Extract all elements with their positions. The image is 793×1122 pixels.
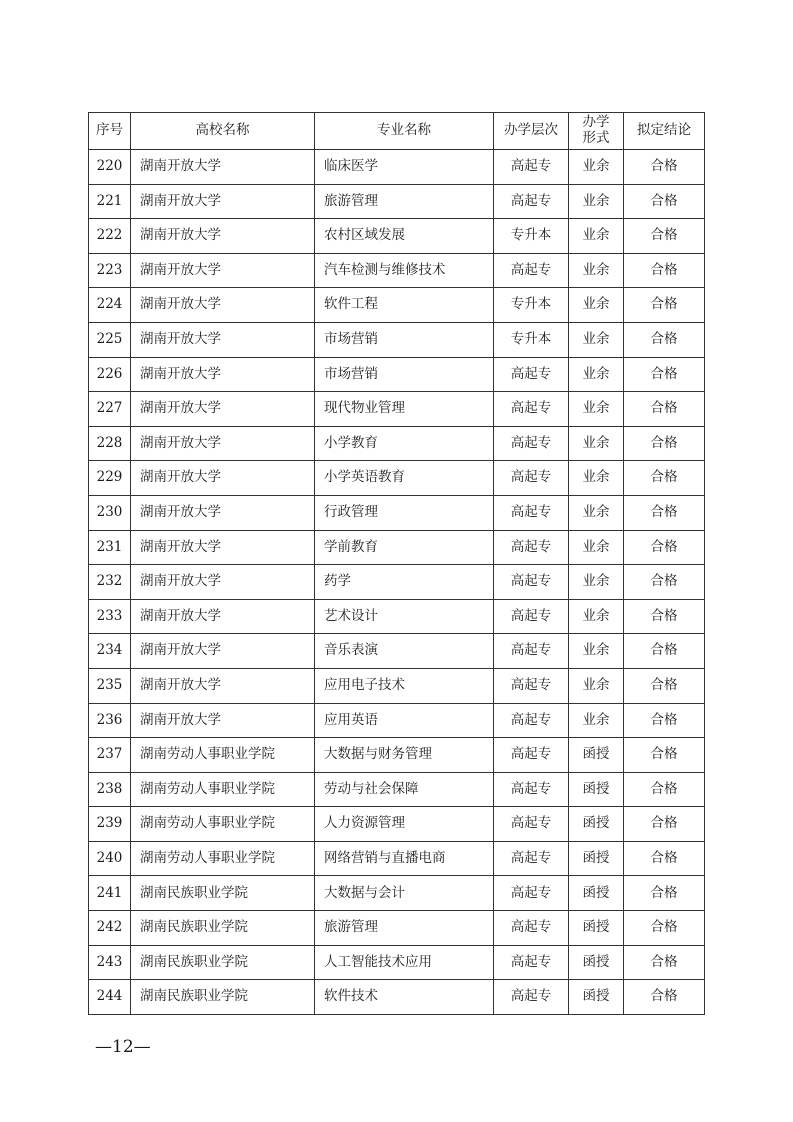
cell-result: 合格	[624, 876, 705, 911]
cell-result: 合格	[624, 495, 705, 530]
cell-result: 合格	[624, 634, 705, 669]
cell-result: 合格	[624, 703, 705, 738]
cell-level: 高起专	[494, 841, 569, 876]
cell-major: 人力资源管理	[315, 807, 494, 842]
cell-seq: 237	[89, 738, 131, 773]
cell-form: 业余	[569, 288, 624, 323]
cell-result: 合格	[624, 530, 705, 565]
table-row	[89, 219, 705, 254]
cell-form: 业余	[569, 703, 624, 738]
cell-seq: 240	[89, 841, 131, 876]
cell-form: 函授	[569, 945, 624, 980]
cell-form: 业余	[569, 219, 624, 254]
cell-school: 湖南开放大学	[131, 599, 315, 634]
cell-form: 业余	[569, 150, 624, 185]
cell-school: 湖南开放大学	[131, 703, 315, 738]
cell-major: 应用电子技术	[315, 668, 494, 703]
table-row	[89, 703, 705, 738]
cell-seq: 235	[89, 668, 131, 703]
cell-result: 合格	[624, 253, 705, 288]
table-row	[89, 807, 705, 842]
cell-major: 市场营销	[315, 322, 494, 357]
cell-form: 函授	[569, 772, 624, 807]
cell-seq: 222	[89, 219, 131, 254]
cell-major: 药学	[315, 565, 494, 600]
cell-result: 合格	[624, 392, 705, 427]
cell-level: 高起专	[494, 634, 569, 669]
cell-major: 现代物业管理	[315, 392, 494, 427]
cell-result: 合格	[624, 807, 705, 842]
cell-result: 合格	[624, 772, 705, 807]
table-row	[89, 357, 705, 392]
cell-form: 函授	[569, 738, 624, 773]
cell-level: 高起专	[494, 703, 569, 738]
table-row	[89, 530, 705, 565]
cell-school: 湖南民族职业学院	[131, 911, 315, 946]
cell-seq: 232	[89, 565, 131, 600]
cell-seq: 220	[89, 150, 131, 185]
cell-major: 大数据与财务管理	[315, 738, 494, 773]
cell-result: 合格	[624, 322, 705, 357]
cell-level: 高起专	[494, 150, 569, 185]
cell-form: 业余	[569, 392, 624, 427]
header-form	[569, 113, 624, 150]
header-school: 高校名称	[131, 113, 315, 150]
header-form-line1: 办学	[582, 114, 610, 131]
cell-major: 音乐表演	[315, 634, 494, 669]
cell-form: 业余	[569, 322, 624, 357]
cell-school: 湖南民族职业学院	[131, 945, 315, 980]
cell-seq: 230	[89, 495, 131, 530]
cell-major: 大数据与会计	[315, 876, 494, 911]
cell-seq: 223	[89, 253, 131, 288]
cell-seq: 242	[89, 911, 131, 946]
cell-level: 高起专	[494, 357, 569, 392]
cell-level: 高起专	[494, 461, 569, 496]
header-result: 拟定结论	[624, 113, 705, 150]
cell-form: 函授	[569, 980, 624, 1015]
header-major: 专业名称	[315, 113, 494, 150]
table-row	[89, 322, 705, 357]
cell-form: 业余	[569, 184, 624, 219]
table-row	[89, 980, 705, 1015]
cell-result: 合格	[624, 841, 705, 876]
cell-school: 湖南开放大学	[131, 322, 315, 357]
cell-school: 湖南开放大学	[131, 288, 315, 323]
table-row	[89, 461, 705, 496]
cell-seq: 225	[89, 322, 131, 357]
cell-level: 高起专	[494, 392, 569, 427]
cell-result: 合格	[624, 150, 705, 185]
cell-major: 劳动与社会保障	[315, 772, 494, 807]
cell-major: 农村区域发展	[315, 219, 494, 254]
table-row	[89, 288, 705, 323]
cell-school: 湖南开放大学	[131, 150, 315, 185]
cell-major: 市场营销	[315, 357, 494, 392]
cell-level: 高起专	[494, 945, 569, 980]
cell-result: 合格	[624, 668, 705, 703]
cell-seq: 234	[89, 634, 131, 669]
table-row	[89, 150, 705, 185]
cell-school: 湖南民族职业学院	[131, 876, 315, 911]
cell-form: 函授	[569, 807, 624, 842]
cell-level: 高起专	[494, 253, 569, 288]
cell-school: 湖南劳动人事职业学院	[131, 807, 315, 842]
cell-form: 函授	[569, 876, 624, 911]
cell-school: 湖南开放大学	[131, 392, 315, 427]
table-header-row	[89, 113, 705, 150]
cell-form: 业余	[569, 530, 624, 565]
table-body	[89, 150, 705, 1015]
cell-form: 业余	[569, 253, 624, 288]
page-number: —12—	[95, 1037, 151, 1057]
cell-level: 高起专	[494, 772, 569, 807]
cell-result: 合格	[624, 945, 705, 980]
cell-form: 业余	[569, 634, 624, 669]
cell-level: 高起专	[494, 876, 569, 911]
cell-school: 湖南开放大学	[131, 426, 315, 461]
cell-result: 合格	[624, 288, 705, 323]
cell-form: 业余	[569, 599, 624, 634]
cell-major: 汽车检测与维修技术	[315, 253, 494, 288]
table-row	[89, 738, 705, 773]
cell-seq: 226	[89, 357, 131, 392]
cell-level: 专升本	[494, 322, 569, 357]
cell-seq: 244	[89, 980, 131, 1015]
cell-result: 合格	[624, 461, 705, 496]
cell-school: 湖南开放大学	[131, 634, 315, 669]
cell-seq: 241	[89, 876, 131, 911]
header-form-line2: 形式	[582, 130, 610, 146]
table-row	[89, 772, 705, 807]
cell-seq: 236	[89, 703, 131, 738]
cell-form: 业余	[569, 668, 624, 703]
header-seq: 序号	[89, 113, 131, 150]
cell-level: 高起专	[494, 911, 569, 946]
cell-school: 湖南劳动人事职业学院	[131, 738, 315, 773]
cell-result: 合格	[624, 911, 705, 946]
table-row	[89, 599, 705, 634]
cell-major: 人工智能技术应用	[315, 945, 494, 980]
cell-form: 业余	[569, 426, 624, 461]
cell-seq: 228	[89, 426, 131, 461]
cell-form: 函授	[569, 911, 624, 946]
cell-form: 业余	[569, 565, 624, 600]
cell-result: 合格	[624, 357, 705, 392]
cell-school: 湖南劳动人事职业学院	[131, 772, 315, 807]
cell-seq: 239	[89, 807, 131, 842]
cell-seq: 221	[89, 184, 131, 219]
table-row	[89, 253, 705, 288]
cell-result: 合格	[624, 565, 705, 600]
cell-level: 高起专	[494, 668, 569, 703]
cell-form: 业余	[569, 495, 624, 530]
table-row	[89, 668, 705, 703]
cell-school: 湖南开放大学	[131, 668, 315, 703]
table-row	[89, 841, 705, 876]
table-row	[89, 565, 705, 600]
cell-level: 高起专	[494, 426, 569, 461]
cell-seq: 238	[89, 772, 131, 807]
table-row	[89, 184, 705, 219]
cell-major: 艺术设计	[315, 599, 494, 634]
cell-school: 湖南开放大学	[131, 219, 315, 254]
cell-level: 高起专	[494, 980, 569, 1015]
cell-seq: 231	[89, 530, 131, 565]
header-level: 办学层次	[494, 113, 569, 150]
cell-level: 高起专	[494, 599, 569, 634]
cell-level: 专升本	[494, 288, 569, 323]
cell-major: 软件工程	[315, 288, 494, 323]
cell-major: 临床医学	[315, 150, 494, 185]
cell-seq: 227	[89, 392, 131, 427]
cell-major: 小学教育	[315, 426, 494, 461]
cell-major: 网络营销与直播电商	[315, 841, 494, 876]
cell-school: 湖南民族职业学院	[131, 980, 315, 1015]
cell-major: 旅游管理	[315, 911, 494, 946]
cell-school: 湖南开放大学	[131, 565, 315, 600]
cell-school: 湖南开放大学	[131, 253, 315, 288]
cell-seq: 224	[89, 288, 131, 323]
cell-level: 高起专	[494, 530, 569, 565]
cell-major: 学前教育	[315, 530, 494, 565]
cell-level: 高起专	[494, 738, 569, 773]
table-row	[89, 426, 705, 461]
cell-major: 旅游管理	[315, 184, 494, 219]
cell-major: 软件技术	[315, 980, 494, 1015]
table-row	[89, 495, 705, 530]
cell-level: 高起专	[494, 565, 569, 600]
table-row	[89, 634, 705, 669]
cell-school: 湖南开放大学	[131, 184, 315, 219]
cell-result: 合格	[624, 219, 705, 254]
cell-result: 合格	[624, 599, 705, 634]
cell-result: 合格	[624, 738, 705, 773]
cell-level: 高起专	[494, 495, 569, 530]
cell-major: 行政管理	[315, 495, 494, 530]
table-row	[89, 945, 705, 980]
cell-form: 函授	[569, 841, 624, 876]
cell-school: 湖南开放大学	[131, 357, 315, 392]
cell-seq: 233	[89, 599, 131, 634]
cell-school: 湖南劳动人事职业学院	[131, 841, 315, 876]
cell-form: 业余	[569, 357, 624, 392]
cell-form: 业余	[569, 461, 624, 496]
table-row	[89, 911, 705, 946]
table-row	[89, 392, 705, 427]
cell-result: 合格	[624, 184, 705, 219]
cell-major: 应用英语	[315, 703, 494, 738]
cell-school: 湖南开放大学	[131, 495, 315, 530]
cell-seq: 243	[89, 945, 131, 980]
cell-school: 湖南开放大学	[131, 530, 315, 565]
cell-result: 合格	[624, 426, 705, 461]
cell-school: 湖南开放大学	[131, 461, 315, 496]
cell-level: 高起专	[494, 184, 569, 219]
table-row	[89, 876, 705, 911]
cell-major: 小学英语教育	[315, 461, 494, 496]
evaluation-table	[88, 112, 705, 1015]
cell-result: 合格	[624, 980, 705, 1015]
cell-level: 专升本	[494, 219, 569, 254]
cell-seq: 229	[89, 461, 131, 496]
cell-level: 高起专	[494, 807, 569, 842]
